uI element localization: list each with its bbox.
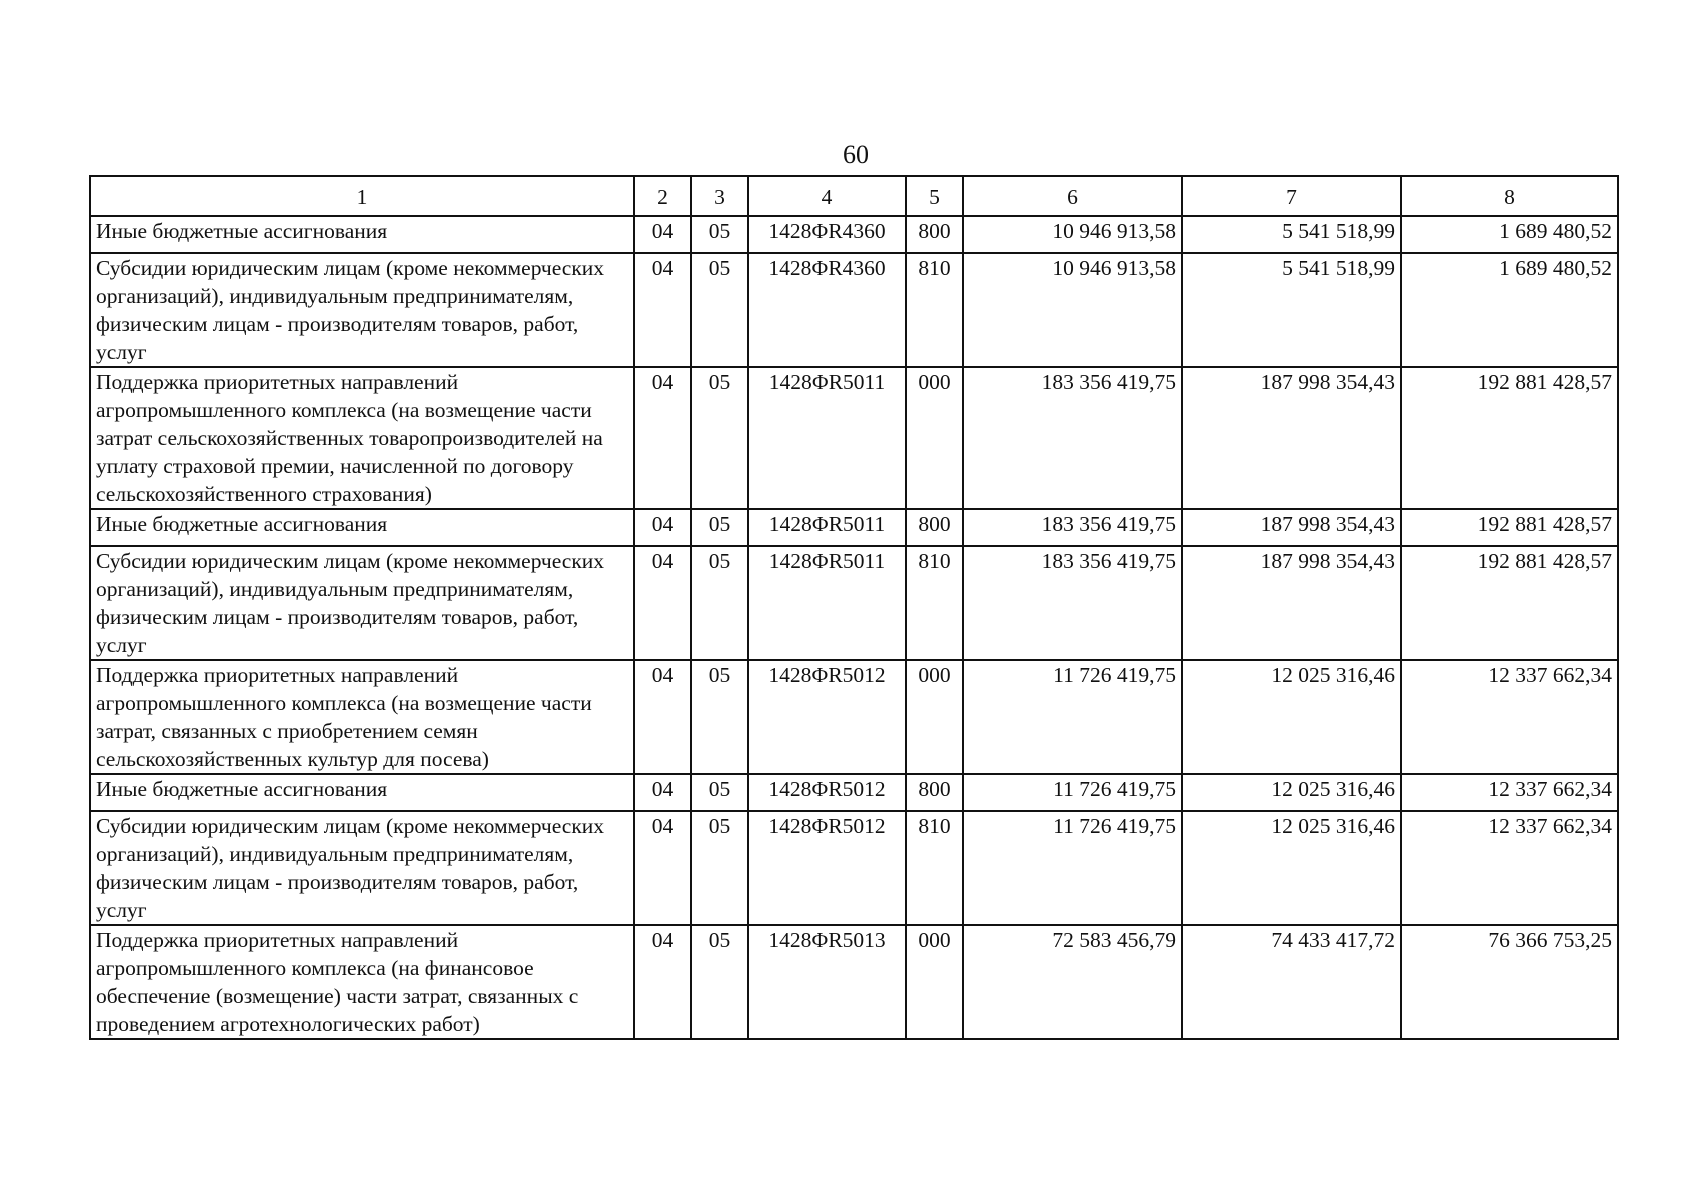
table-row xyxy=(90,925,1618,1039)
row-name: Субсидии юридическим лицам (кроме некоммерческих организаций), индивидуальным предпринимателям, физическим лицам - производителям товаров, работ, услуг xyxy=(90,811,634,925)
row-amount-1: 11 726 419,75 xyxy=(963,774,1182,811)
table-row xyxy=(90,774,1618,811)
row-amount-1: 10 946 913,58 xyxy=(963,216,1182,253)
row-name: Поддержка приоритетных направлений агропромышленного комплекса (на финансовое обеспечение (возмещение) части затрат, связанных с проведением агротехнологических работ) xyxy=(90,925,634,1039)
row-amount-3: 12 337 662,34 xyxy=(1401,811,1618,925)
row-subsection: 05 xyxy=(691,925,748,1039)
row-target-article: 1428ФR5011 xyxy=(748,509,906,546)
row-amount-2: 5 541 518,99 xyxy=(1182,253,1401,367)
row-expense-type: 800 xyxy=(906,774,963,811)
row-section: 04 xyxy=(634,546,691,660)
column-header-6: 6 xyxy=(963,176,1182,216)
row-name: Иные бюджетные ассигнования xyxy=(90,216,634,253)
column-header-2: 2 xyxy=(634,176,691,216)
table-row xyxy=(90,216,1618,253)
row-subsection: 05 xyxy=(691,253,748,367)
row-amount-2: 5 541 518,99 xyxy=(1182,216,1401,253)
row-amount-3: 1 689 480,52 xyxy=(1401,253,1618,367)
row-section: 04 xyxy=(634,774,691,811)
row-amount-1: 11 726 419,75 xyxy=(963,811,1182,925)
row-amount-2: 12 025 316,46 xyxy=(1182,660,1401,774)
row-section: 04 xyxy=(634,367,691,509)
row-name: Поддержка приоритетных направлений агропромышленного комплекса (на возмещение части затрат сельскохозяйственных товаропроизводителей на уплату страховой премии, начисленной по договору сельскохозяйственного страхования) xyxy=(90,367,634,509)
table-row xyxy=(90,509,1618,546)
row-subsection: 05 xyxy=(691,367,748,509)
row-section: 04 xyxy=(634,509,691,546)
row-name: Поддержка приоритетных направлений агропромышленного комплекса (на возмещение части затрат, связанных с приобретением семян сельскохозяйственных культур для посева) xyxy=(90,660,634,774)
row-amount-3: 76 366 753,25 xyxy=(1401,925,1618,1039)
row-amount-2: 187 998 354,43 xyxy=(1182,367,1401,509)
row-target-article: 1428ФR5012 xyxy=(748,660,906,774)
row-amount-1: 10 946 913,58 xyxy=(963,253,1182,367)
header-row xyxy=(90,176,1618,216)
row-amount-3: 192 881 428,57 xyxy=(1401,367,1618,509)
row-amount-2: 12 025 316,46 xyxy=(1182,774,1401,811)
row-amount-1: 11 726 419,75 xyxy=(963,660,1182,774)
row-amount-1: 183 356 419,75 xyxy=(963,546,1182,660)
row-expense-type: 810 xyxy=(906,253,963,367)
table-row xyxy=(90,253,1618,367)
row-amount-1: 183 356 419,75 xyxy=(963,367,1182,509)
row-amount-3: 12 337 662,34 xyxy=(1401,774,1618,811)
row-target-article: 1428ФR5012 xyxy=(748,811,906,925)
row-amount-3: 192 881 428,57 xyxy=(1401,509,1618,546)
row-name: Субсидии юридическим лицам (кроме некоммерческих организаций), индивидуальным предпринимателям, физическим лицам - производителям товаров, работ, услуг xyxy=(90,546,634,660)
row-expense-type: 000 xyxy=(906,925,963,1039)
row-name: Иные бюджетные ассигнования xyxy=(90,774,634,811)
row-expense-type: 810 xyxy=(906,546,963,660)
row-expense-type: 000 xyxy=(906,367,963,509)
page-number: 60 xyxy=(843,140,869,169)
table-row xyxy=(90,811,1618,925)
row-amount-3: 192 881 428,57 xyxy=(1401,546,1618,660)
row-target-article: 1428ФR5011 xyxy=(748,367,906,509)
column-header-1: 1 xyxy=(90,176,634,216)
row-target-article: 1428ФR5013 xyxy=(748,925,906,1039)
column-header-4: 4 xyxy=(748,176,906,216)
row-amount-1: 183 356 419,75 xyxy=(963,509,1182,546)
row-amount-3: 12 337 662,34 xyxy=(1401,660,1618,774)
row-target-article: 1428ФR5012 xyxy=(748,774,906,811)
row-amount-2: 12 025 316,46 xyxy=(1182,811,1401,925)
row-subsection: 05 xyxy=(691,811,748,925)
column-header-8: 8 xyxy=(1401,176,1618,216)
column-header-3: 3 xyxy=(691,176,748,216)
row-section: 04 xyxy=(634,925,691,1039)
row-amount-2: 74 433 417,72 xyxy=(1182,925,1401,1039)
row-expense-type: 800 xyxy=(906,216,963,253)
row-amount-1: 72 583 456,79 xyxy=(963,925,1182,1039)
table-row xyxy=(90,546,1618,660)
row-section: 04 xyxy=(634,811,691,925)
row-amount-3: 1 689 480,52 xyxy=(1401,216,1618,253)
column-header-7: 7 xyxy=(1182,176,1401,216)
column-header-5: 5 xyxy=(906,176,963,216)
row-subsection: 05 xyxy=(691,216,748,253)
table-row xyxy=(90,660,1618,774)
row-section: 04 xyxy=(634,660,691,774)
row-expense-type: 000 xyxy=(906,660,963,774)
row-expense-type: 810 xyxy=(906,811,963,925)
row-subsection: 05 xyxy=(691,546,748,660)
row-subsection: 05 xyxy=(691,660,748,774)
row-section: 04 xyxy=(634,253,691,367)
row-target-article: 1428ФR4360 xyxy=(748,253,906,367)
table-row xyxy=(90,367,1618,509)
row-target-article: 1428ФR5011 xyxy=(748,546,906,660)
row-subsection: 05 xyxy=(691,774,748,811)
row-target-article: 1428ФR4360 xyxy=(748,216,906,253)
row-expense-type: 800 xyxy=(906,509,963,546)
row-amount-2: 187 998 354,43 xyxy=(1182,509,1401,546)
row-section: 04 xyxy=(634,216,691,253)
row-name: Иные бюджетные ассигнования xyxy=(90,509,634,546)
row-subsection: 05 xyxy=(691,509,748,546)
row-amount-2: 187 998 354,43 xyxy=(1182,546,1401,660)
row-name: Субсидии юридическим лицам (кроме некоммерческих организаций), индивидуальным предпринимателям, физическим лицам - производителям товаров, работ, услуг xyxy=(90,253,634,367)
budget-table xyxy=(89,175,1619,1040)
